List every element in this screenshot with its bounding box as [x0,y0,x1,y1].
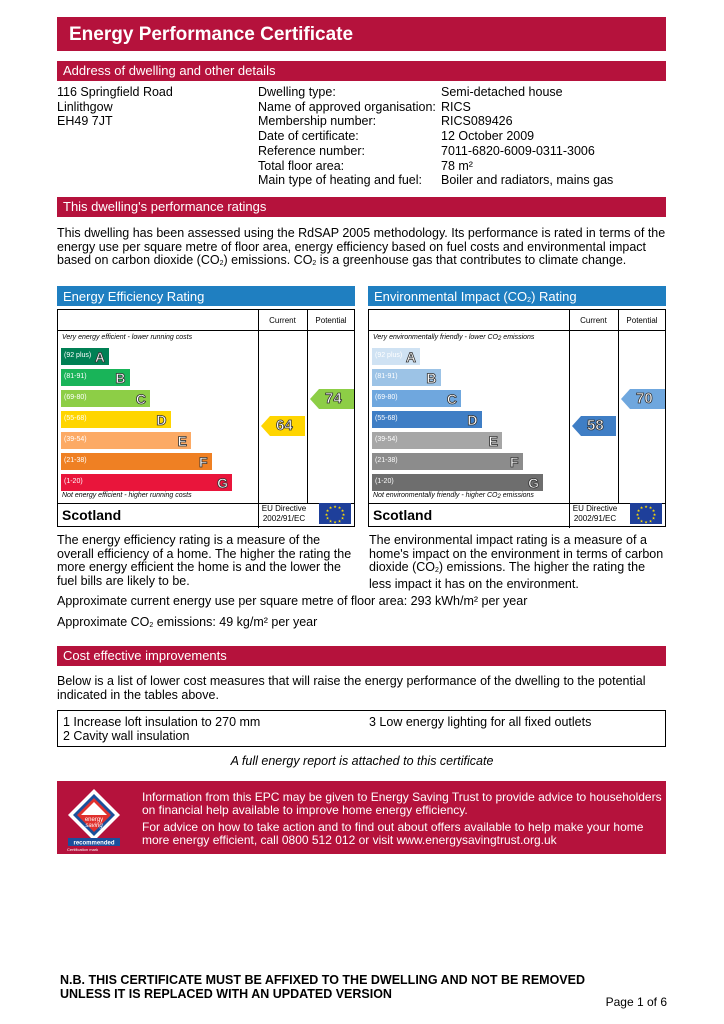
eu-directive: EU Directive 2002/91/EC [572,504,618,523]
band-range: (92 plus) [375,352,403,359]
band-letter: F [509,454,519,470]
band-letter: A [94,349,105,365]
list-item: 2 Cavity wall insulation [63,729,190,743]
detail-row [258,100,613,115]
svg-text:★: ★ [333,519,337,524]
band-letter: D [467,412,478,428]
page-number: Page 1 of 6 [605,995,667,1009]
detail-row [258,85,613,100]
band-range: (39-54) [375,436,398,443]
energy-efficiency-body [57,309,355,527]
detail-value: 7011-6820-6009-0311-3006 [441,143,595,158]
top-note: Very environmentally friendly - lower CO2 emissions [373,334,535,342]
band-range: (39-54) [64,436,87,443]
column-potential: Potential [626,316,658,325]
svg-text:★: ★ [337,518,342,524]
environmental-impact-chart [368,286,666,527]
list-item: 1 Increase loft insulation to 270 mm [63,715,261,729]
region-label: Scotland [373,507,433,523]
current-rating-arrow [572,416,616,436]
energy-saving-trust-panel [57,781,666,854]
column-current: Current [580,316,607,325]
rating-band-b [61,369,130,386]
environmental-impact-heading: Environmental Impact $(CO_2)$ Rating [368,286,666,306]
band-letter: E [177,433,187,449]
band-letter: G [217,475,228,491]
svg-text:★: ★ [635,512,640,517]
svg-text:★: ★ [328,505,333,511]
band-letter: G [528,475,539,491]
band-letter: B [115,370,126,386]
est-paragraph-1: Information from this EPC may be given to Energy Saving Trust to provide advice to householders on financial help available to improve home energy efficiency. [142,790,662,818]
nb-notice: N.B. THIS CERTIFICATE MUST BE AFFIXED TO THE DWELLING AND NOT BE REMOVED UNLESS IT IS REPLACED WITH AN UPDATED VERSION [60,973,585,1001]
band-letter: D [156,412,167,428]
improvements-heading: Cost effective improvements [57,646,666,666]
svg-text:★: ★ [333,504,337,509]
improvements-intro: Below is a list of lower cost measures that will raise the energy performance of the dwelling to the potential indicated in the tables above. [57,674,646,702]
performance-intro: This dwelling has been assessed using the RdSAP 2005 methodology. Its performance is rated in terms of the energy use per square metre of floor area, energy efficiency based on fuel costs and environmental impact based on carbon dioxide $(CO_2)$ emissions. $CO_2$ is a greenhouse gas that contributes to climate change. [57,226,666,268]
band-letter: C [135,391,146,407]
detail-label: Name of approved organisation: [258,99,436,114]
detail-label: Membership number: [258,114,377,129]
improvements-list [57,710,666,747]
band-range: (81-91) [64,373,87,380]
band-range: (92 plus) [64,352,92,359]
logo-cert-mark: Certification mark [67,847,99,852]
region-label: Scotland [62,507,122,523]
band-letter: B [426,370,437,386]
rating-band-f [372,453,523,470]
detail-row [258,144,613,159]
rating-band-c [61,390,150,407]
address-line: EH49 7JT [57,114,113,129]
band-letter: F [198,454,208,470]
rating-band-c [372,390,461,407]
band-letter: C [446,391,457,407]
environmental-explanation: The environmental impact rating is a measure of a home's impact on the environment in terms of carbon dioxide $(CO_2)$ emissions. The higher the rating the less impact it has on the environment. [369,533,664,591]
rating-band-e [372,432,502,449]
est-paragraph-2: For advice on how to take action and to find out about offers available to help make your home more energy efficient, call 0800 512 012 or visit www.energysavingtrust.org.uk [142,820,644,848]
svg-text:★: ★ [337,505,342,511]
band-range: (55-68) [64,415,87,422]
detail-value: 78 m² [441,158,473,173]
detail-label: Dwelling type: [258,85,336,99]
svg-text:★: ★ [325,508,330,514]
rating-band-d [61,411,171,428]
page-title: Energy Performance Certificate [57,17,666,51]
band-range: (55-68) [375,415,398,422]
rating-value: 70 [636,390,653,407]
eu-flag-icon [630,503,662,524]
rating-band-d [372,411,482,428]
band-letter: A [405,349,416,365]
column-potential: Potential [315,316,347,325]
list-item: 3 Low energy lighting for all fixed outlets [369,715,592,729]
potential-rating-arrow [621,389,665,409]
detail-value: 12 October 2009 [441,129,535,144]
detail-label: Reference number: [258,143,366,158]
rating-band-a [372,348,420,365]
bottom-note: Not environmentally friendly - higher CO2 emissions [373,492,534,500]
svg-text:★: ★ [324,512,329,517]
rating-band-a [61,348,109,365]
rating-band-b [372,369,441,386]
detail-row [258,114,613,129]
svg-text:★: ★ [325,515,330,521]
band-range: (69-80) [375,394,398,401]
svg-text:★: ★ [651,515,656,521]
band-range: (1-20) [375,478,394,485]
band-range: (69-80) [64,394,87,401]
svg-text:★: ★ [639,505,644,511]
detail-row [258,129,613,144]
logo-word: energy [84,817,104,823]
svg-text:★: ★ [644,519,648,524]
svg-text:★: ★ [340,508,345,514]
svg-text:★: ★ [340,515,345,521]
detail-value: Semi-detached house [441,85,563,99]
band-letter: E [488,433,498,449]
energy-efficiency-chart [57,286,355,527]
address-section-heading: Address of dwelling and other details [57,61,666,81]
detail-row [258,173,613,188]
column-current: Current [269,316,296,325]
energy-use-line: Approximate current energy use per square metre of floor area: 293 kWh/m² per year [57,594,528,608]
energy-efficiency-heading: Energy Efficiency Rating [57,286,355,306]
rating-value: 64 [276,417,293,434]
svg-text:★: ★ [639,518,644,524]
eu-directive: EU Directive 2002/91/EC [261,504,307,523]
svg-text:★: ★ [652,512,657,517]
bottom-note: Not energy efficient - higher running costs [62,492,192,499]
band-range: (1-20) [64,478,83,485]
address-block [57,85,173,129]
detail-value: Boiler and radiators, mains gas [441,173,614,188]
environmental-impact-body [368,309,666,527]
detail-label: Main type of heating and fuel: [258,173,423,188]
rating-value: 74 [325,390,342,407]
detail-value: RICS [441,99,471,114]
band-range: (21-38) [375,457,398,464]
band-range: (21-38) [64,457,87,464]
performance-section-heading: This dwelling's performance ratings [57,197,666,217]
address-line: 116 Springfield Road [57,85,173,99]
svg-text:★: ★ [648,505,653,511]
rating-value: 58 [587,417,604,434]
report-note: A full energy report is attached to this certificate [230,754,494,768]
svg-text:★: ★ [651,508,656,514]
rating-band-g [372,474,543,491]
detail-row [258,159,613,174]
svg-text:★: ★ [648,518,653,524]
efficiency-explanation: The energy efficiency rating is a measure of the overall efficiency of a home. The higher the rating the more energy efficient the home is and the lower the fuel bills are likely to be. [57,533,352,588]
rating-band-f [61,453,212,470]
current-rating-arrow [261,416,305,436]
svg-text:★: ★ [636,508,641,514]
dwelling-details [258,85,613,188]
rating-band-g [61,474,232,491]
co2-emissions-line: Approximate $CO_2$ emissions: 49 kg/m² per year [57,615,318,629]
band-range: (81-91) [375,373,398,380]
svg-text:★: ★ [328,518,333,524]
eu-flag-icon [319,503,351,524]
detail-label: Date of certificate: [258,129,359,144]
address-line: Linlithgow [57,99,113,114]
energy-saving-recommended-logo [63,786,125,848]
top-note: Very energy efficient - lower running costs [62,334,193,341]
logo-recommended: recommended [73,840,115,847]
potential-rating-arrow [310,389,354,409]
detail-label: Total floor area: [258,158,345,173]
rating-band-e [61,432,191,449]
logo-word: saving [85,823,103,829]
svg-text:★: ★ [636,515,641,521]
detail-value: RICS089426 [441,114,513,129]
svg-text:★: ★ [644,504,648,509]
svg-text:★: ★ [341,512,346,517]
